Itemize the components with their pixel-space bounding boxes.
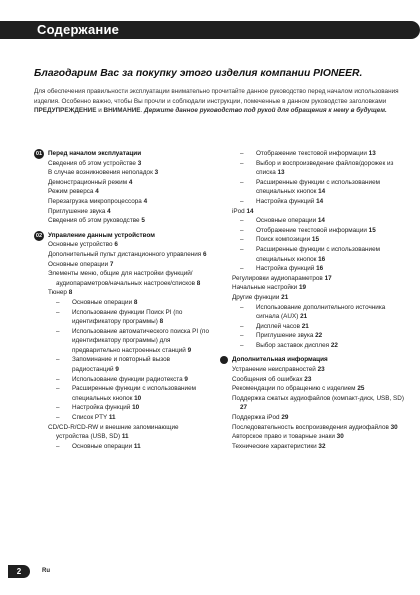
toc-entry-title: Использование автоматического поиска PI (по идентификатору программы) для предварительно настроенных станций bbox=[72, 327, 209, 354]
dash-bullet-icon: – bbox=[240, 197, 244, 205]
toc-entry bbox=[218, 375, 410, 385]
toc-entry-page: 23 bbox=[317, 366, 325, 374]
dash-bullet-icon: – bbox=[56, 308, 60, 316]
toc-entry-page: 22 bbox=[330, 341, 338, 349]
toc-entry-page: 9 bbox=[184, 375, 188, 383]
toc-entry-page: 15 bbox=[368, 226, 376, 234]
toc-entry-title: Приглушение звука bbox=[48, 207, 106, 215]
toc-entry-page: 14 bbox=[316, 197, 324, 205]
toc-entry-title: Другие функции bbox=[232, 293, 280, 301]
toc-entry-page: 30 bbox=[336, 433, 344, 441]
toc-entry-title: Режим реверса bbox=[48, 188, 94, 196]
toc-entry bbox=[34, 250, 212, 260]
toc-entry bbox=[218, 149, 410, 159]
toc-entry-title: Устранение неисправностей bbox=[232, 366, 316, 374]
dash-bullet-icon: – bbox=[240, 303, 244, 311]
toc-entry-page: 6 bbox=[114, 241, 118, 249]
toc-entry-page: 3 bbox=[154, 169, 159, 177]
toc-list-section-2 bbox=[34, 240, 212, 451]
dash-bullet-icon: – bbox=[56, 327, 60, 335]
toc-entry-page: 29 bbox=[281, 414, 289, 422]
toc-entry-title: Технические характеристики bbox=[232, 442, 317, 450]
dash-bullet-icon: – bbox=[240, 332, 244, 340]
toc-entry bbox=[218, 331, 410, 341]
dash-bullet-icon: – bbox=[240, 236, 244, 244]
dash-bullet-icon: – bbox=[240, 265, 244, 273]
toc-entry-page: 4 bbox=[107, 207, 111, 215]
intro-and: и bbox=[98, 107, 102, 115]
toc-entry bbox=[34, 260, 212, 270]
toc-entry-title: Приглушение звука bbox=[256, 332, 314, 340]
toc-entry-page: 11 bbox=[121, 433, 129, 441]
toc-entry-title: Основные устройство bbox=[48, 241, 113, 249]
toc-entry-title: CD/CD-R/CD-RW и внешние запоминающие устройства (USB, SD) bbox=[48, 423, 179, 441]
intro-text: Для обеспечения правильности эксплуатации внимательно прочитайте данное руководство перед началом использования изделия. Особенно важно, чтобы Вы прочли и соблюдали инструкции, помеченные в данном руководстве заголовками bbox=[34, 88, 399, 105]
toc-entry bbox=[218, 423, 410, 433]
dash-bullet-icon: – bbox=[240, 245, 244, 253]
toc-entry-title: Отображение текстовой информации bbox=[256, 226, 367, 234]
dash-bullet-icon: – bbox=[56, 298, 60, 306]
section-badge-1: 01 bbox=[35, 151, 43, 157]
toc-entry bbox=[34, 288, 212, 298]
dash-bullet-icon: – bbox=[240, 150, 244, 157]
dash-bullet-icon: – bbox=[56, 356, 60, 364]
toc-entry-title: Поддержка iPod bbox=[232, 414, 280, 422]
toc-entry-page: 21 bbox=[281, 293, 289, 301]
toc-entry-page: 11 bbox=[108, 414, 116, 422]
toc-entry bbox=[218, 264, 410, 274]
toc-entry-title: Настройка функций bbox=[256, 197, 315, 205]
page-header bbox=[0, 0, 420, 48]
toc-entry bbox=[34, 159, 212, 169]
language-code: Ru bbox=[42, 568, 50, 574]
toc-entry-title: Использование дополнительного источника сигнала (AUX) bbox=[256, 303, 386, 321]
dash-bullet-icon: – bbox=[56, 442, 60, 450]
toc-entry bbox=[34, 178, 212, 188]
toc-entry bbox=[218, 274, 410, 284]
toc-entry bbox=[218, 207, 410, 217]
toc-entry-title: Авторское право и товарные знаки bbox=[232, 433, 335, 441]
toc-entry bbox=[34, 355, 212, 374]
toc-column-left bbox=[34, 149, 212, 451]
toc-entry bbox=[34, 375, 212, 385]
toc-entry bbox=[218, 226, 410, 236]
toc-entry-page: 14 bbox=[318, 188, 326, 196]
toc-entry bbox=[34, 423, 212, 442]
toc-entry-title: Основные операции bbox=[72, 298, 133, 306]
toc-entry-page: 14 bbox=[317, 217, 325, 225]
toc-entry bbox=[218, 216, 410, 226]
toc-entry-title: Расширенные функции с использованием специальных кнопок bbox=[256, 245, 380, 263]
toc-entry-title: Использование функции радиотекста bbox=[72, 375, 183, 383]
toc-entry bbox=[218, 341, 410, 351]
toc-entry bbox=[34, 327, 212, 356]
toc-entry-title: Тюнер bbox=[48, 289, 67, 297]
section-title-3: Дополнительная информация bbox=[232, 356, 328, 364]
dash-bullet-icon: – bbox=[240, 217, 244, 225]
section-heading-3 bbox=[218, 355, 410, 365]
toc-entry bbox=[218, 303, 410, 322]
toc-entry-title: Основные операции bbox=[48, 260, 109, 268]
toc-entry-page: 10 bbox=[132, 404, 140, 412]
toc-entry bbox=[218, 283, 410, 293]
toc-entry-page: 8 bbox=[68, 289, 73, 297]
toc-entry-page: 3 bbox=[137, 159, 142, 167]
dash-bullet-icon: – bbox=[240, 178, 244, 186]
section-badge-2: 02 bbox=[35, 232, 43, 239]
toc-entry-title: Начальные настройки bbox=[232, 284, 298, 292]
toc-entry bbox=[218, 322, 410, 332]
toc-list-section-1 bbox=[34, 159, 212, 226]
warning-term: ПРЕДУПРЕЖДЕНИЕ bbox=[34, 107, 97, 115]
toc-entry-page: 13 bbox=[368, 150, 376, 157]
caution-term: ВНИМАНИЕ bbox=[103, 107, 141, 115]
toc-entry-title: В случае возникновения неполадок bbox=[48, 169, 153, 177]
dash-bullet-icon: – bbox=[240, 159, 244, 167]
toc-entry-title: Сведения об этом устройстве bbox=[48, 159, 136, 167]
toc-entry-page: 4 bbox=[95, 188, 99, 196]
toc-entry-page: 13 bbox=[277, 169, 285, 177]
dash-bullet-icon: – bbox=[240, 226, 244, 234]
dash-bullet-icon: – bbox=[240, 341, 244, 349]
toc-entry bbox=[218, 413, 410, 423]
toc-entry bbox=[34, 442, 212, 452]
toc-entry-page: 19 bbox=[298, 284, 307, 292]
toc-entry bbox=[34, 168, 212, 178]
toc-entry bbox=[34, 298, 212, 308]
toc-entry-page: 5 bbox=[141, 217, 145, 225]
header-marker bbox=[8, 21, 22, 39]
toc-entry bbox=[218, 394, 410, 413]
intro-paragraph bbox=[34, 87, 404, 116]
section-heading-1 bbox=[34, 149, 212, 159]
toc-entry-title: Последовательность воспроизведения аудиофайлов bbox=[232, 423, 389, 431]
toc-entry-page: 25 bbox=[357, 385, 365, 393]
toc-entry-page: 32 bbox=[318, 442, 326, 450]
toc-entry-title: Элементы меню, общие для настройки функций/аудиопараметров/начальных настроек/списков bbox=[48, 270, 196, 287]
toc-entry bbox=[218, 384, 410, 394]
toc-entry-title: Дополнительный пульт дистанционного управления bbox=[48, 250, 202, 258]
toc-entry-title: Настройка функций bbox=[72, 404, 131, 412]
toc-entry bbox=[34, 187, 212, 197]
toc-entry-page: 9 bbox=[187, 346, 192, 354]
section-title-2: Управление данным устройством bbox=[48, 231, 155, 239]
toc-entry-page: 21 bbox=[300, 313, 308, 321]
toc-entry-page: 4 bbox=[128, 178, 133, 186]
section-heading-2 bbox=[34, 231, 212, 241]
toc-entry-title: Поддержка сжатых аудиофайлов (компакт-диск, USB, SD) bbox=[232, 394, 404, 402]
toc-entry-title: Расширенные функции с использованием специальных кнопок bbox=[72, 385, 196, 402]
toc-entry-page: 11 bbox=[133, 442, 141, 450]
toc-entry-page: 30 bbox=[390, 423, 398, 431]
toc-entry-page: 10 bbox=[134, 394, 142, 402]
dash-bullet-icon: – bbox=[56, 385, 60, 393]
section-bullet-icon bbox=[220, 356, 228, 364]
toc-entry-title: Поиск композиции bbox=[256, 236, 311, 244]
toc-column-right bbox=[218, 149, 410, 451]
toc-entry-title: iPod bbox=[232, 207, 245, 215]
toc-entry bbox=[34, 207, 212, 217]
toc-entry-title: Регулировки аудиопараметров bbox=[232, 274, 323, 282]
toc-entry-page: 14 bbox=[246, 207, 254, 215]
toc-entry-page: 16 bbox=[318, 255, 326, 263]
intro-period: . bbox=[140, 107, 143, 115]
toc-entry bbox=[218, 235, 410, 245]
toc-entry-title: Отображение текстовой информации bbox=[256, 150, 367, 157]
dash-bullet-icon: – bbox=[56, 414, 60, 422]
toc-entry bbox=[34, 384, 212, 403]
toc-entry-page: 17 bbox=[324, 274, 332, 282]
toc-list-section-2-cont bbox=[218, 149, 410, 350]
toc-entry-title: Расширенные функции с использованием специальных кнопок bbox=[256, 178, 380, 196]
toc-entry-title: Демонстрационный режим bbox=[48, 178, 128, 186]
toc-entry-title: Сведения об этом руководстве bbox=[48, 217, 140, 225]
toc-entry-title: Перезагрузка микропроцессора bbox=[48, 197, 142, 205]
toc-entry bbox=[218, 442, 410, 452]
toc-entry-page: 16 bbox=[316, 265, 324, 273]
toc-entry bbox=[218, 159, 410, 178]
toc-entry bbox=[218, 432, 410, 442]
toc-entry-title: Выбор заставок дисплея bbox=[256, 341, 330, 349]
dash-bullet-icon: – bbox=[56, 404, 60, 412]
dash-bullet-icon: – bbox=[240, 322, 244, 330]
toc-entry-page: 6 bbox=[203, 250, 207, 258]
toc-entry-page: 22 bbox=[315, 332, 323, 340]
toc-entry-title: Выбор и воспроизведение файлов/дорожек из списка bbox=[256, 159, 394, 177]
toc-entry-page: 4 bbox=[143, 197, 148, 205]
toc-entry-page: 8 bbox=[159, 318, 164, 326]
toc-entry bbox=[34, 240, 212, 250]
toc-entry bbox=[218, 245, 410, 264]
toc-entry bbox=[34, 308, 212, 327]
toc-entry-page: 9 bbox=[115, 366, 119, 374]
toc-entry bbox=[34, 269, 212, 288]
toc-entry-page: 8 bbox=[133, 298, 138, 306]
toc-entry-title: Сообщения об ошибках bbox=[232, 375, 303, 383]
toc-entry-title: Основные операции bbox=[256, 217, 317, 225]
toc-entry-title: Использование функции Поиск PI (по идентификатору программы) bbox=[72, 308, 183, 326]
page-number: 2 bbox=[8, 565, 30, 578]
toc-entry-title: Основные операции bbox=[72, 442, 133, 450]
toc-entry-page: 27 bbox=[240, 404, 248, 412]
toc-list-section-3 bbox=[218, 365, 410, 451]
toc-entry bbox=[34, 216, 212, 226]
toc-entry bbox=[218, 365, 410, 375]
toc-entry bbox=[218, 293, 410, 303]
toc-entry bbox=[34, 197, 212, 207]
toc-entry-title: Настройка функций bbox=[256, 265, 315, 273]
toc-entry-title: Список PTY bbox=[72, 414, 108, 422]
intro-italic-note: Держите данное руководство под рукой для обращения к нему в будущем. bbox=[144, 107, 387, 115]
toc-entry-title: Запоминание и повторный вызов радиостанций bbox=[72, 356, 171, 374]
thanks-heading: Благодарим Вас за покупку этого изделия компании PIONEER. bbox=[34, 68, 363, 79]
toc-entry-page: 21 bbox=[301, 322, 309, 330]
dash-bullet-icon: – bbox=[56, 375, 60, 383]
toc-entry-page: 23 bbox=[304, 375, 312, 383]
section-title-1: Перед началом эксплуатации bbox=[48, 150, 142, 157]
toc-entry bbox=[34, 413, 212, 423]
page-title: Содержание bbox=[37, 22, 120, 37]
toc-entry bbox=[34, 403, 212, 413]
toc-entry bbox=[218, 178, 410, 197]
toc-entry-title: Дисплей часов bbox=[256, 322, 300, 330]
toc-entry-title: Рекомендации по обращению с изделием bbox=[232, 385, 356, 393]
toc-entry-page: 8 bbox=[196, 279, 201, 287]
toc-entry-page: 15 bbox=[311, 236, 319, 244]
toc-entry bbox=[218, 197, 410, 207]
toc-entry-page: 7 bbox=[109, 260, 114, 268]
